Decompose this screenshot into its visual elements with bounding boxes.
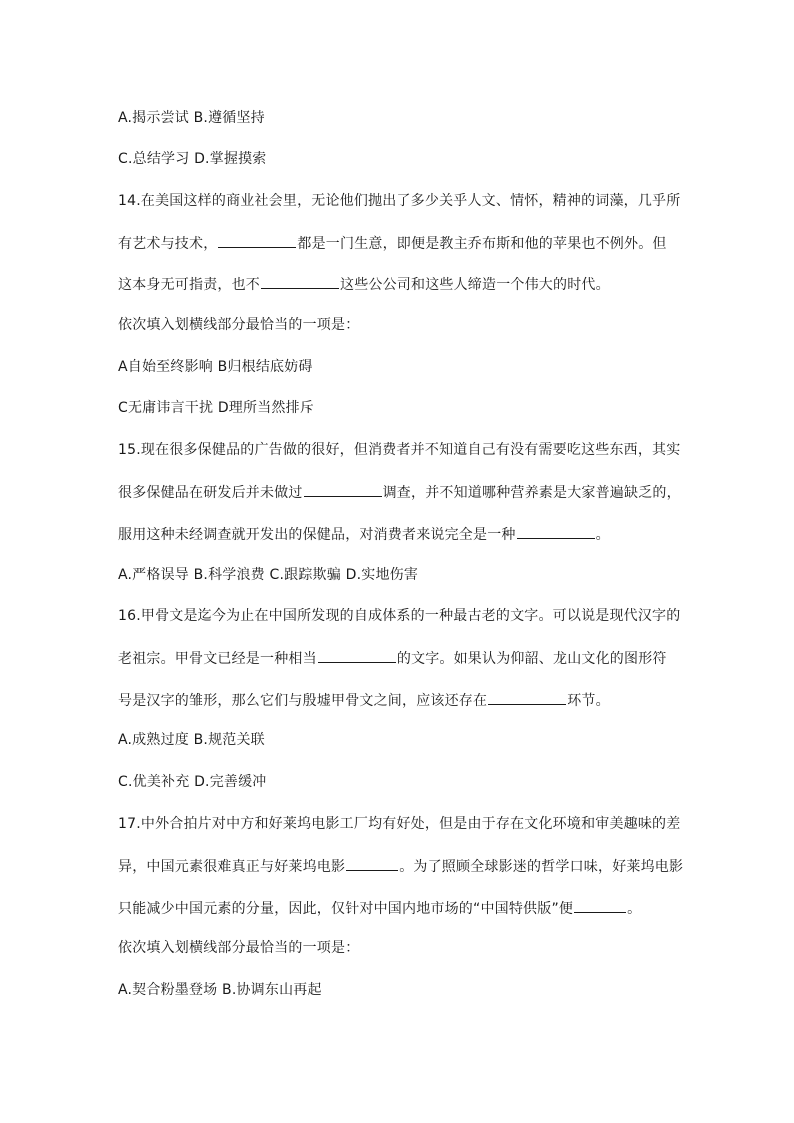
q14-l3-before: 这本身无可指责，也不 xyxy=(118,277,260,293)
q17-l2-before: 异，中国元素很难真正与好莱坞电影 xyxy=(118,859,346,875)
q14-blank-1 xyxy=(218,232,296,248)
q15-text-line-3 xyxy=(118,523,610,545)
q17-l2-after: 。为了照顾全球影迷的哲学口味，好莱坞电影 xyxy=(399,859,684,875)
q14-l2-after: 都是一门生意，即便是教主乔布斯和他的苹果也不例外。但 xyxy=(297,236,667,252)
q16-text-line-1: 16.甲骨文是迄今为止在中国所发现的自成体系的一种最古老的文字。可以说是现代汉字的 xyxy=(118,608,681,624)
q15-options: A.严格误导 B.科学浪费 C.跟踪欺骗 D.实地伤害 xyxy=(118,567,419,583)
q16-l2-after: 的文字。如果认为仰韶、龙山文化的图形符 xyxy=(396,651,667,667)
q14-prompt: 依次填入划横线部分最恰当的一项是： xyxy=(118,317,360,333)
q17-l3-before: 只能减少中国元素的分量，因此，仅针对中国内地市场的“中国特供版”便 xyxy=(118,901,574,917)
q13-options-line-2: C.总结学习 D.掌握摸索 xyxy=(118,151,267,167)
q16-options-line-1: A.成熟过度 B.规范关联 xyxy=(118,732,265,748)
q15-blank-2 xyxy=(517,523,595,539)
q14-options-line-1: A自始至终影响 B归根结底妨碍 xyxy=(118,359,313,375)
q16-blank-2 xyxy=(488,689,566,705)
q16-l3-before: 号是汉字的雏形，那么它们与殷墟甲骨文之间，应该还存在 xyxy=(118,693,488,709)
q15-l2-after: 调查，并不知道哪种营养素是大家普遍缺乏的， xyxy=(382,485,681,501)
q17-blank-2 xyxy=(574,897,626,913)
q17-text-line-2 xyxy=(118,855,683,877)
q14-l3-after: 这些公公司和这些人缔造一个伟大的时代。 xyxy=(340,277,610,293)
q16-l3-after: 环节。 xyxy=(567,693,610,709)
q16-l2-before: 老祖宗。甲骨文已经是一种相当 xyxy=(118,651,317,667)
q14-l2-before: 有艺术与技术， xyxy=(118,236,218,252)
q17-text-line-1: 17.中外合拍片对中方和好莱坞电影工厂均有好处，但是由于存在文化环境和审美趣味的差 xyxy=(118,816,681,832)
q14-text-line-1: 14.在美国这样的商业社会里，无论他们抛出了多少关乎人文、情怀，精神的词藻，几乎所 xyxy=(118,193,681,209)
q14-blank-2 xyxy=(261,273,339,289)
q15-blank-1 xyxy=(304,481,382,497)
q17-options-line-1: A.契合粉墨登场 B.协调东山再起 xyxy=(118,982,322,998)
q15-l2-before: 很多保健品在研发后并未做过 xyxy=(118,485,303,501)
q14-text-line-3 xyxy=(118,273,610,295)
q16-text-line-2 xyxy=(118,647,667,669)
q16-text-line-3 xyxy=(118,689,610,711)
q17-blank-1 xyxy=(346,855,398,871)
q14-text-line-2 xyxy=(118,232,667,254)
q13-options-line-1: A.揭示尝试 B.遵循坚持 xyxy=(118,110,265,126)
q17-text-line-3 xyxy=(118,897,641,919)
q17-prompt: 依次填入划横线部分最恰当的一项是： xyxy=(118,940,360,956)
q14-options-line-2: C无庸讳言干扰 D理所当然排斥 xyxy=(118,400,315,416)
q15-text-line-1: 15.现在很多保健品的广告做的很好，但消费者并不知道自己有没有需要吃这些东西，其实 xyxy=(118,442,681,458)
q17-l3-after: 。 xyxy=(627,901,642,917)
q16-options-line-2: C.优美补充 D.完善缓冲 xyxy=(118,774,267,790)
q15-l3-after: 。 xyxy=(595,527,610,543)
q15-l3-before: 服用这种未经调查就开发出的保健品，对消费者来说完全是一种 xyxy=(118,527,516,543)
q15-text-line-2 xyxy=(118,481,681,503)
q16-blank-1 xyxy=(318,647,396,663)
